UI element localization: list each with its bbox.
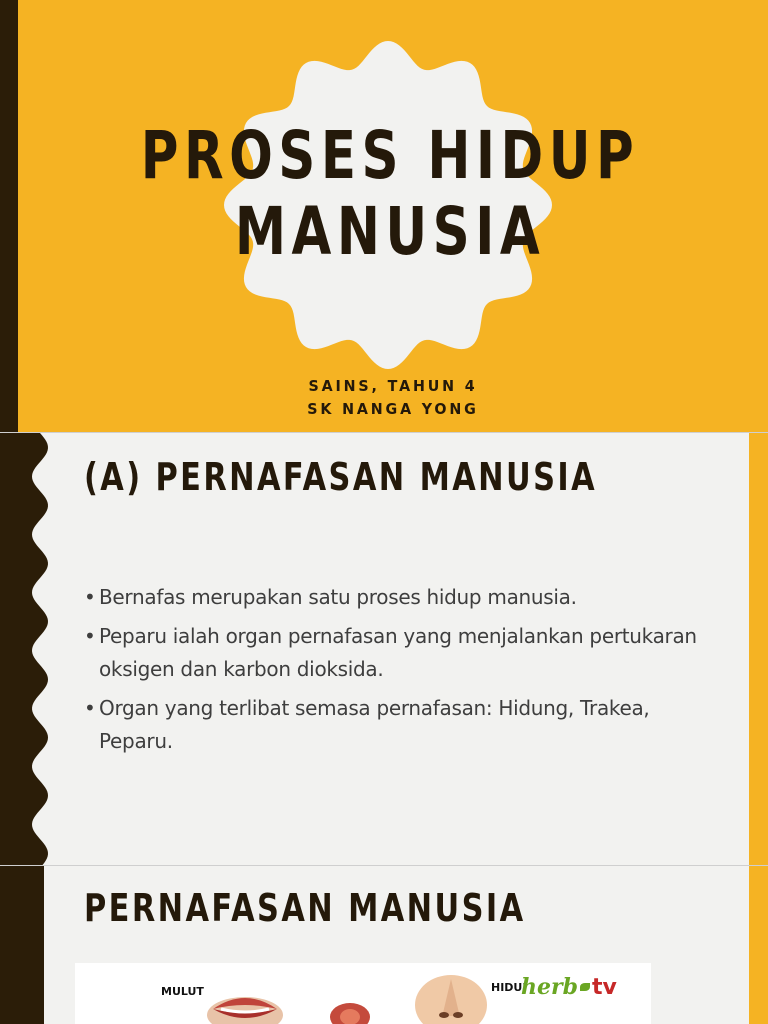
- nose-label: HIDUI: [491, 981, 527, 994]
- logo-tv-text: tv: [591, 974, 617, 1000]
- bullet-list: [84, 581, 724, 764]
- bullet-item: [84, 581, 724, 614]
- right-accent-bar: [749, 866, 768, 1024]
- logo-herb-text: herb: [521, 974, 578, 1000]
- bullet-text: Peparu ialah organ pernafasan yang menjalankan pertukaran oksigen dan karbon dioksida.: [99, 624, 697, 681]
- bullet-marker: •: [84, 585, 96, 609]
- bullet-marker: •: [84, 696, 96, 720]
- title-line-2: MANUSIA: [234, 192, 546, 270]
- respiratory-diagram: [75, 963, 651, 1024]
- title-line-1: PROSES HIDUP: [140, 117, 640, 194]
- nose-illustration: [413, 969, 489, 1024]
- content-slide: [0, 433, 768, 865]
- herbtv-logo: [521, 967, 617, 1007]
- title-slide: [0, 0, 768, 432]
- diagram-slide: [0, 866, 768, 1024]
- bullet-item: [84, 620, 724, 686]
- subtitle-line-1: SAINS, TAHUN 4: [308, 377, 478, 395]
- left-accent-bar: [0, 0, 18, 432]
- slide-heading: PERNAFASAN MANUSIA: [84, 886, 526, 930]
- bullet-marker: •: [84, 624, 96, 648]
- slide-heading: (A) PERNAFASAN MANUSIA: [84, 455, 598, 499]
- leaf-icon: [580, 983, 590, 991]
- mouth-label: MULUT: [161, 985, 204, 998]
- throat-illustration: [325, 997, 375, 1024]
- slide-title: [133, 118, 648, 270]
- right-accent-bar: [749, 433, 768, 865]
- bullet-item: [84, 692, 724, 758]
- bullet-text: Organ yang terlibat semasa pernafasan: Hidung, Trakea, Peparu.: [99, 696, 650, 753]
- mouth-illustration: [205, 977, 285, 1024]
- left-accent-bar: [0, 866, 44, 1024]
- wavy-left-border: [0, 433, 60, 865]
- subtitle-line-2: SK NANGA YONG: [307, 400, 479, 418]
- bullet-text: Bernafas merupakan satu proses hidup manusia.: [99, 585, 577, 609]
